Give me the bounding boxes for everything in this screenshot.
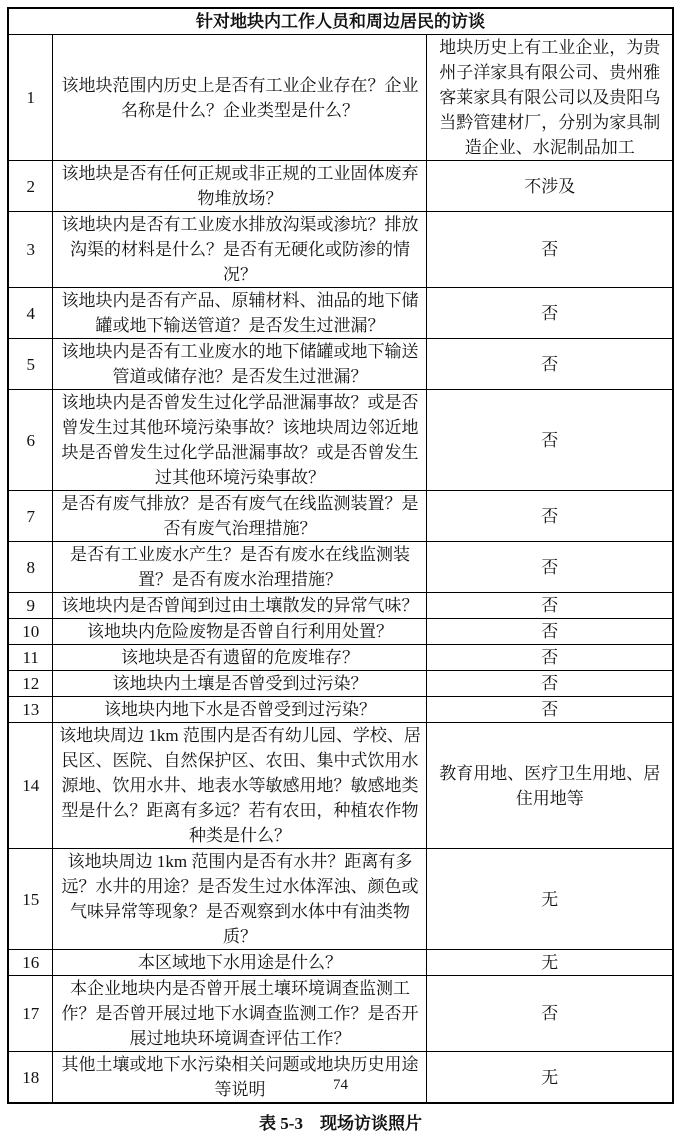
question-cell: 该地块是否有遗留的危废堆存？ [53, 645, 427, 671]
question-cell: 该地块周边 1km 范围内是否有幼儿园、学校、居民区、医院、自然保护区、农田、集中式饮用水源地、饮用水井、地表水等敏感用地？敏感地类型是什么？距离有多远？若有农田，种植农作物种类是什么？ [53, 723, 427, 849]
interview-table [7, 7, 674, 1104]
answer-cell: 无 [427, 1052, 673, 1104]
table-row [8, 542, 673, 593]
question-cell: 该地块内是否曾闻到过由土壤散发的异常气味？ [53, 593, 427, 619]
table-row [8, 390, 673, 491]
table-row [8, 161, 673, 212]
answer-cell: 否 [427, 976, 673, 1052]
question-cell: 该地块内是否曾发生过化学品泄漏事故？或是否曾发生过其他环境污染事故？该地块周边邻近地块是否曾发生过化学品泄漏事故？或是否曾发生过其他环境污染事故？ [53, 390, 427, 491]
table-row [8, 976, 673, 1052]
answer-cell: 否 [427, 491, 673, 542]
row-number: 18 [8, 1052, 53, 1104]
row-number: 10 [8, 619, 53, 645]
row-number: 1 [8, 35, 53, 161]
row-number: 12 [8, 671, 53, 697]
answer-cell: 教育用地、医疗卫生用地、居住用地等 [427, 723, 673, 849]
row-number: 17 [8, 976, 53, 1052]
answer-cell: 地块历史上有工业企业，为贵州子洋家具有限公司、贵州雅客莱家具有限公司以及贵阳乌当黔管建材厂，分别为家具制造企业、水泥制品加工 [427, 35, 673, 161]
answer-cell: 否 [427, 288, 673, 339]
table-row [8, 950, 673, 976]
answer-cell: 否 [427, 619, 673, 645]
table-caption: 表 5-3 现场访谈照片 [259, 1114, 422, 1133]
table-row [8, 697, 673, 723]
answer-cell: 否 [427, 671, 673, 697]
row-number: 2 [8, 161, 53, 212]
answer-cell: 否 [427, 339, 673, 390]
document-page [0, 7, 681, 1133]
question-cell: 该地块周边 1km 范围内是否有水井？距离有多远？水井的用途？是否发生过水体浑浊、颜色或气味异常等现象？是否观察到水体中有油类物质？ [53, 849, 427, 950]
row-number: 9 [8, 593, 53, 619]
answer-cell: 不涉及 [427, 161, 673, 212]
table-header-row [8, 8, 673, 35]
row-number: 5 [8, 339, 53, 390]
question-cell: 是否有工业废水产生？是否有废水在线监测装置？是否有废水治理措施？ [53, 542, 427, 593]
table-row [8, 619, 673, 645]
question-cell: 该地块范围内历史上是否有工业企业存在？企业名称是什么？企业类型是什么？ [53, 35, 427, 161]
table-row [8, 671, 673, 697]
answer-cell: 否 [427, 697, 673, 723]
row-number: 4 [8, 288, 53, 339]
page-number: 74 [333, 1077, 348, 1093]
row-number: 16 [8, 950, 53, 976]
table-row [8, 849, 673, 950]
question-cell: 该地块内是否有产品、原辅材料、油品的地下储罐或地下输送管道？是否发生过泄漏？ [53, 288, 427, 339]
answer-cell: 否 [427, 645, 673, 671]
row-number: 13 [8, 697, 53, 723]
row-number: 7 [8, 491, 53, 542]
table-row [8, 645, 673, 671]
row-number: 3 [8, 212, 53, 288]
question-cell: 该地块内是否有工业废水的地下储罐或地下输送管道或储存池？是否发生过泄漏？ [53, 339, 427, 390]
row-number: 6 [8, 390, 53, 491]
table-body [8, 35, 673, 1104]
answer-cell: 无 [427, 849, 673, 950]
table-row [8, 593, 673, 619]
question-cell: 该地块内是否有工业废水排放沟渠或渗坑？排放沟渠的材料是什么？是否有无硬化或防渗的情况？ [53, 212, 427, 288]
row-number: 14 [8, 723, 53, 849]
row-number: 15 [8, 849, 53, 950]
question-cell: 其他土壤或地下水污染相关问题或地块历史用途等说明 [53, 1052, 427, 1104]
table-row [8, 212, 673, 288]
question-cell: 该地块内土壤是否曾受到过污染？ [53, 671, 427, 697]
question-cell: 本企业地块内是否曾开展土壤环境调查监测工作？是否曾开展过地下水调查监测工作？是否开展过地块环境调查评估工作？ [53, 976, 427, 1052]
row-number: 11 [8, 645, 53, 671]
answer-cell: 否 [427, 542, 673, 593]
row-number: 8 [8, 542, 53, 593]
table-title: 针对地块内工作人员和周边居民的访谈 [8, 8, 673, 35]
table-row [8, 339, 673, 390]
answer-cell: 无 [427, 950, 673, 976]
answer-cell: 否 [427, 212, 673, 288]
question-cell: 本区域地下水用途是什么？ [53, 950, 427, 976]
question-cell: 该地块内危险废物是否曾自行利用处置？ [53, 619, 427, 645]
question-cell: 该地块是否有任何正规或非正规的工业固体废弃物堆放场？ [53, 161, 427, 212]
answer-cell: 否 [427, 593, 673, 619]
answer-cell: 否 [427, 390, 673, 491]
table-row [8, 288, 673, 339]
table-row [8, 491, 673, 542]
table-row [8, 723, 673, 849]
table-row [8, 35, 673, 161]
question-cell: 该地块内地下水是否曾受到过污染？ [53, 697, 427, 723]
question-cell: 是否有废气排放？是否有废气在线监测装置？是否有废气治理措施？ [53, 491, 427, 542]
